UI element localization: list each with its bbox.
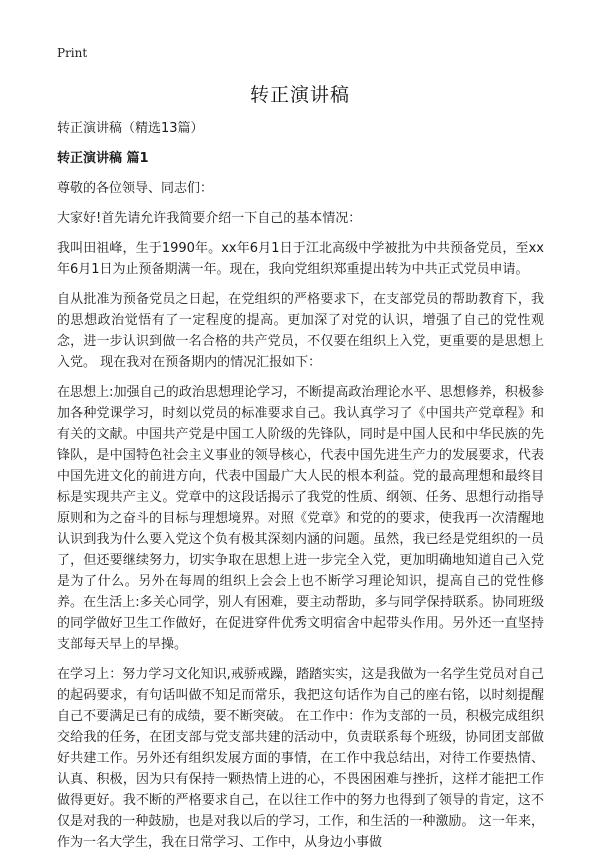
document-body — [57, 118, 544, 862]
section-heading: 转正演讲稿 篇1 — [57, 151, 149, 166]
paragraph-greeting: 大家好!首先请允许我简要介绍一下自己的基本情况： — [57, 211, 362, 226]
paragraph-salutation: 尊敬的各位领导、同志们： — [57, 181, 214, 196]
document-title: 转正演讲稿 — [249, 84, 350, 106]
print-link[interactable]: Print — [57, 46, 88, 60]
paragraph-progress: 自从批准为预备党员之日起，在党组织的严格要求下，在支部党员的帮助教育下，我的思想政治觉悟有了一定程度的提高。更加深了对党的认识，增强了自己的党性观念，进一步认识到做一名合格的共产党员，不仅要在组织上入党，更重要的是思想上入党。 现在我对在预备期内的情况汇报如下： — [57, 292, 544, 370]
paragraph-thought: 在思想上:加强自己的政治思想理论学习，不断提高政治理论水平、思想修养，积极参加各种党课学习，时刻以党员的标准要求自己。我认真学习了《中国共产党章程》和有关的文献。中国共产党是中国工人阶级的先锋队，同时是中国人民和中华民族的先锋队，是中国特色社会主义事业的领导核心，代表中国先进生产力的发展要求，代表中国先进文化的前进方向，代表中国最广大人民的根本利益。党的最高理想和最终目标是实现共产主义。党章中的这段话揭示了我党的性质、纲领、任务、思想行动指导原则和为之奋斗的目标与理想境界。对照《党章》和党的的要求，使我再一次清醒地认识到我为什么要入党这个负有极其深刻内涵的问题。虽然，我已经是党组织的一员了，但还要继续努力，切实争取在思想上进一步完全入党，更加明确地知道自己入党是为了什么。另外在每周的组织上会会上也不断学习理论知识，提高自己的党性修养。在生活上:多关心同学，别人有困难，要主动帮助，多与同学保持联系。协同班级的同学做好卫生工作做好，在促进穿件优秀文明宿舍中起带头作用。另外还一直坚持支部每天早上的早操。 — [57, 385, 544, 652]
paragraph-intro: 我叫田祖峰，生于1990年。xx年6月1日于江北高级中学被批为中共预备党员，至xx年6月1日为止预备期满一年。现在，我向党组织郑重提出转为中共正式党员申请。 — [57, 241, 544, 277]
document-subtitle: 转正演讲稿（精选13篇） — [57, 121, 204, 136]
paragraph-study-work: 在学习上：努力学习文化知识,戒骄戒躁，踏踏实实，这是我做为一名学生党员对自己的起码要求，有句话叫做不知足而常乐，我把这句话作为自己的座右铭，以时刻提醒自己不要满足已有的成绩，要不断突破。 在工作中：作为支部的一员，积极完成组织交给我的任务，在团支部与党支部共建的活动中，负责联系每个班级，协同团支部做好共建工作。另外还有组织发展方面的事情，在工作中我总结出，对待工作要热情、认真、积极，因为只有保持一颗热情上进的心，不畏困困难与挫折，这样才能把工作做得更好。我不断的严格要求自己，在以往工作中的努力也得到了领导的肯定，这不仅是对我的一种鼓励，也是对我以后的学习，工作，和生活的一种激励。 这一年来，作为一名大学生，我在日常学习、工作中，从身边小事做 — [57, 667, 544, 850]
